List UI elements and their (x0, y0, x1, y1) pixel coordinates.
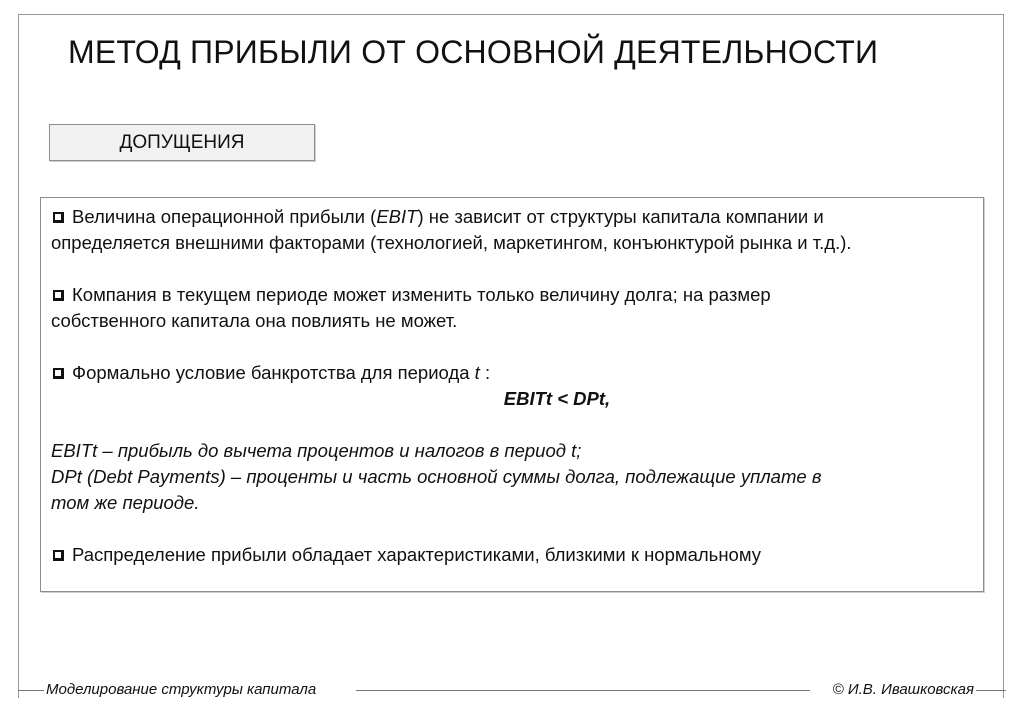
assumption-1-text-a: Величина операционной прибыли ( (72, 206, 377, 227)
assumption-1-text-b: ) не зависит от структуры капитала компании и (417, 206, 824, 227)
assumption-2 (51, 282, 973, 334)
footer-divider-left (18, 690, 44, 691)
assumptions-box (40, 197, 984, 592)
checkbox-bullet-icon (53, 290, 64, 301)
section-label: ДОПУЩЕНИЯ (119, 131, 245, 153)
slide-title: МЕТОД ПРИБЫЛИ ОТ ОСНОВНОЙ ДЕЯТЕЛЬНОСТИ (68, 34, 879, 70)
assumption-3-period-var: t (474, 362, 480, 383)
checkbox-bullet-icon (53, 550, 64, 561)
assumption-3 (51, 360, 973, 386)
assumption-3-colon: : (479, 362, 491, 383)
checkbox-bullet-icon (53, 368, 64, 379)
definitions (51, 438, 973, 516)
definition-dpt-line1: DPt (Debt Payments) – проценты и часть основной суммы долга, подлежащие уплате в (51, 466, 822, 487)
assumption-3-text: Формально условие банкротства для периода (72, 362, 475, 383)
assumption-2-line1: Компания в текущем периоде может изменить только величину долга; на размер (72, 284, 771, 305)
assumption-1-text-c: определяется внешними факторами (технологией, маркетингом, конъюнктурой рынка и т.д.). (51, 232, 852, 253)
footer-author: © И.В. Ивашковская (827, 681, 974, 698)
footer-course-title: Моделирование структуры капитала (46, 681, 322, 698)
bankruptcy-formula: EBITt < DPt, (503, 388, 611, 409)
checkbox-bullet-icon (53, 212, 64, 223)
footer-divider (356, 690, 810, 691)
definition-ebitt: EBITt – прибыль до вычета процентов и налогов в период t; (51, 440, 582, 461)
assumption-1-ebit: EBIT (376, 206, 418, 227)
footer-divider-right (976, 690, 1006, 691)
assumption-4-text: Распределение прибыли обладает характеристиками, близкими к нормальному (72, 544, 762, 565)
assumption-4 (51, 542, 973, 568)
assumption-2-line2: собственного капитала она повлиять не может. (51, 310, 458, 331)
section-label-box (49, 124, 315, 161)
definition-dpt-line2: том же периоде. (51, 492, 200, 513)
assumption-1 (51, 204, 973, 256)
